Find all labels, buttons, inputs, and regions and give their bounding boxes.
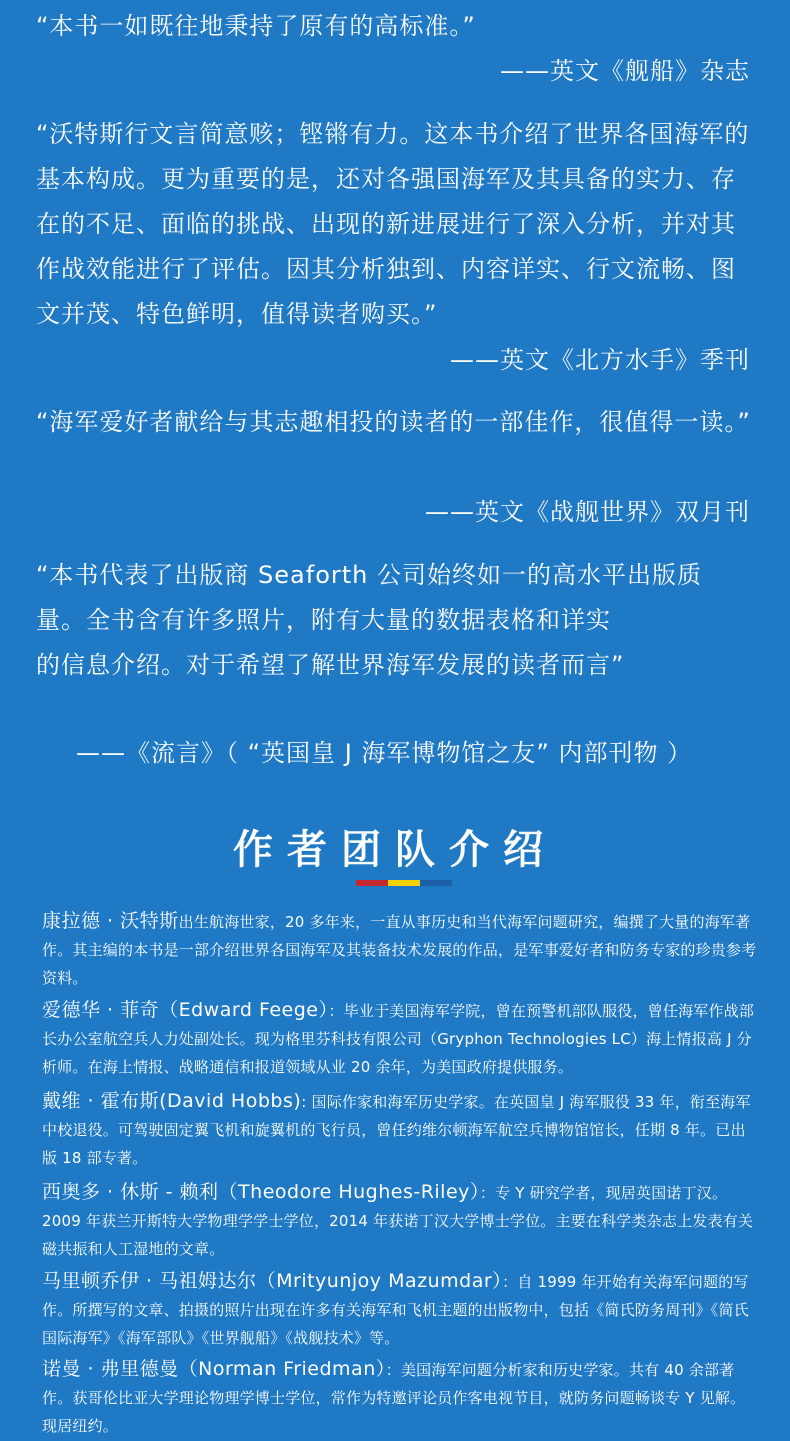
review-source: ——英文《舰船》杂志 [500,57,750,85]
author-bio [42,1087,758,1172]
review-source: ——英文《北方水手》季刊 [450,346,750,374]
bar-blue [420,880,452,886]
author-text: ：美国海军问题分析家和历史学家。共有 40 余部著作。获哥伦比亚大学理论物理学博士学位，常作为特邀评论员作客电视节目，就防务问题畅谈专 Y 见解。现居纽约。 [42,1361,746,1435]
author-text: ：毕业于美国海军学院，曾在预警机部队服役，曾任海军作战部长办公室航空兵人力处副处长。现为格里芬科技有限公司（Gryphon Technologies LC）海上情报高 J 分析师。在海上情报、战略通信和报道领域从业 20 余年，为美国政府提供服务。 [42,1002,755,1076]
section-heading: 作者团队介绍 [233,826,557,873]
author-bio [42,907,758,992]
review-quote-line: 量。全书含有许多照片，附有大量的数据表格和详实 [36,606,611,634]
author-text: ：专 Y 研究学者，现居英国诺丁汉。2009 年获兰开斯特大学物理学学士学位，2014 年获诺丁汉大学博士学位。主要在科学类杂志上发表有关磁共振和人工湿地的文章。 [42,1184,754,1258]
bar-yellow [388,880,420,886]
author-name: 康拉德 · 沃特斯 [42,910,179,932]
heading-color-bar [356,880,452,886]
review-quote-line: “本书代表了出版商 Seaforth 公司始终如一的高水平出版质 [36,561,703,589]
author-bio [42,1178,758,1263]
author-text: ：自 1999 年开始有关海军问题的写作。所撰写的文章、拍摄的照片出现在许多有关海军和飞机主题的出版物中，包括《简氏防务周刊》《简氏国际海军》《海军部队》《世界舰船》《战舰技术》等。 [42,1273,749,1347]
author-bio [42,1267,758,1352]
review-quote: “本书一如既往地秉持了原有的高标准。” [36,12,476,40]
author-name: 西奥多 · 休斯 - 赖利（Theodore Hughes-Riley） [42,1181,480,1203]
author-name: 马里顿乔伊 · 马祖姆达尔（Mrityunjoy Mazumdar） [42,1270,503,1292]
bar-red [356,880,388,886]
review-quote: “海军爱好者献给与其志趣相投的读者的一部佳作，很值得一读。” [36,408,751,436]
review-quote: “沃特斯行文言简意赅；铿锵有力。这本书介绍了世界各国海军的基本构成。更为重要的是，还对各强国海军及其具备的实力、存在的不足、面临的挑战、出现的新进展进行了深入分析，并对其作战效能进行了评估。因其分析独到、内容详实、行文流畅、图文并茂、特色鲜明，值得读者购买。” [36,120,750,328]
review-source: ——《流言》（ “英国皇 J 海军博物馆之友” 内部刊物 ） [76,739,693,767]
review-source: ——英文《战舰世界》双月刊 [425,498,750,526]
author-bio [42,996,758,1081]
review-quote-line: 的信息介绍。对于希望了解世界海军发展的读者而言” [36,651,625,679]
author-name: 爱德华 · 菲奇（Edward Feege） [42,999,329,1021]
author-text: : 国际作家和海军历史学家。在英国皇 J 海军服役 33 年，衔至海军中校退役。可驾驶固定翼飞机和旋翼机的飞行员，曾任约维尔顿海军航空兵博物馆馆长，任期 8 年。已出版 18 部专著。 [42,1093,751,1167]
author-text: 出生航海世家，20 多年来，一直从事历史和当代海军问题研究，编撰了大量的海军著作。其主编的本书是一部介绍世界各国海军及其装备技术发展的作品，是军事爱好者和防务专家的珍贵参考资料。 [42,913,757,987]
author-name: 戴维 · 霍布斯(David Hobbs) [42,1090,302,1112]
author-bio [42,1355,758,1440]
author-name: 诺曼 · 弗里德曼（Norman Friedman） [42,1358,386,1380]
